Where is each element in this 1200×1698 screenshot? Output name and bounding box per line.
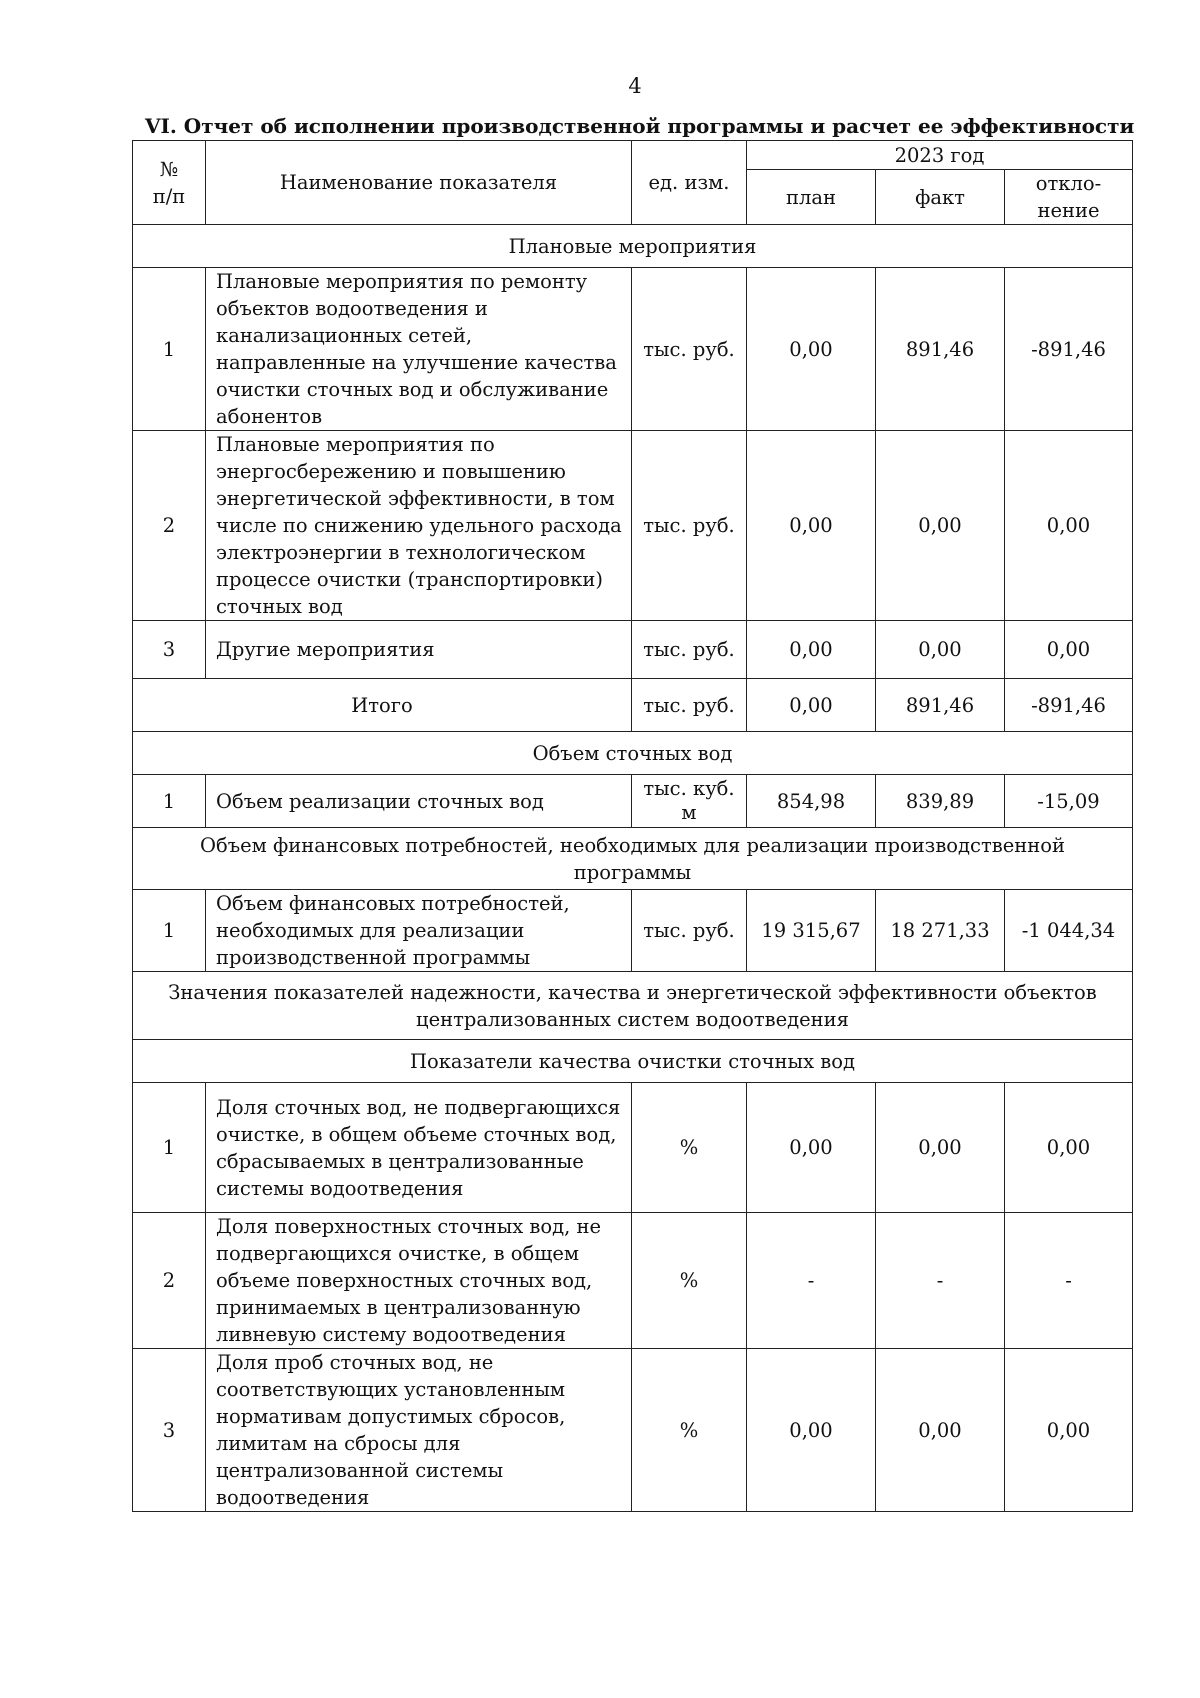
- header-unit: ед. изм.: [632, 141, 747, 225]
- row-unit-cell: тыс. куб. м: [632, 775, 747, 828]
- row-deviation-cell: 0,00: [1005, 1349, 1133, 1512]
- total-unit-cell: тыс. руб.: [632, 679, 747, 732]
- row-name-cell: Объем реализации сточных вод: [206, 775, 632, 828]
- section-title: VI. Отчет об исполнении производственной программы и расчет ее эффективности: [145, 114, 1135, 138]
- total-plan-cell: 0,00: [747, 679, 876, 732]
- total-label-cell: Итого: [133, 679, 632, 732]
- row-deviation-cell: -1 044,34: [1005, 890, 1133, 972]
- row-num-cell: 1: [133, 775, 206, 828]
- section-row: [133, 732, 1133, 775]
- row-plan-cell: 0,00: [747, 268, 876, 431]
- row-unit-cell: тыс. руб.: [632, 621, 747, 679]
- header-num: № п/п: [133, 141, 206, 225]
- row-unit-cell: тыс. руб.: [632, 890, 747, 972]
- row-plan-cell: 0,00: [747, 621, 876, 679]
- row-num-cell: 1: [133, 890, 206, 972]
- row-num-cell: 3: [133, 621, 206, 679]
- header-plan: план: [747, 170, 876, 225]
- row-name-cell: Доля проб сточных вод, не соответствующих установленным нормативам допустимых сбросов, лимитам на сбросы для централизованной системы водоотведения: [206, 1349, 632, 1512]
- row-unit-cell: %: [632, 1083, 747, 1213]
- table-row: [133, 890, 1133, 972]
- table-row: [133, 775, 1133, 828]
- row-deviation-cell: 0,00: [1005, 621, 1133, 679]
- row-plan-cell: 0,00: [747, 1083, 876, 1213]
- section-row: [133, 828, 1133, 890]
- row-fact-cell: 0,00: [876, 1083, 1005, 1213]
- row-plan-cell: 854,98: [747, 775, 876, 828]
- section-title-cell: Плановые мероприятия: [133, 225, 1133, 268]
- table-row: [133, 621, 1133, 679]
- row-name-cell: Доля сточных вод, не подвергающихся очистке, в общем объеме сточных вод, сбрасываемых в централизованные системы водоотведения: [206, 1083, 632, 1213]
- row-fact-cell: 0,00: [876, 621, 1005, 679]
- row-name-cell: Доля поверхностных сточных вод, не подвергающихся очистке, в общем объеме поверхностных сточных вод, принимаемых в централизованную ливневую систему водоотведения: [206, 1213, 632, 1349]
- row-deviation-cell: -15,09: [1005, 775, 1133, 828]
- row-name-cell: Плановые мероприятия по энергосбережению и повышению энергетической эффективности, в том числе по снижению удельного расхода электроэнергии в технологическом процессе очистки (транспортировки) сточных вод: [206, 431, 632, 621]
- section-title-cell: Объем сточных вод: [133, 732, 1133, 775]
- row-fact-cell: 839,89: [876, 775, 1005, 828]
- row-plan-cell: -: [747, 1213, 876, 1349]
- page-number: 4: [628, 74, 642, 98]
- row-num-cell: 2: [133, 431, 206, 621]
- row-unit-cell: тыс. руб.: [632, 268, 747, 431]
- report-table: [132, 140, 1133, 1512]
- total-row: [133, 679, 1133, 732]
- row-plan-cell: 0,00: [747, 431, 876, 621]
- table-row: [133, 268, 1133, 431]
- row-unit-cell: %: [632, 1349, 747, 1512]
- table-row: [133, 431, 1133, 621]
- row-plan-cell: 19 315,67: [747, 890, 876, 972]
- row-num-cell: 3: [133, 1349, 206, 1512]
- row-num-cell: 1: [133, 1083, 206, 1213]
- row-name-cell: Объем финансовых потребностей, необходимых для реализации производственной программы: [206, 890, 632, 972]
- row-fact-cell: 0,00: [876, 1349, 1005, 1512]
- row-deviation-cell: -891,46: [1005, 268, 1133, 431]
- total-fact-cell: 891,46: [876, 679, 1005, 732]
- row-name-cell: Плановые мероприятия по ремонту объектов водоотведения и канализационных сетей, направленные на улучшение качества очистки сточных вод и обслуживание абонентов: [206, 268, 632, 431]
- row-deviation-cell: 0,00: [1005, 1083, 1133, 1213]
- row-name-cell: Другие мероприятия: [206, 621, 632, 679]
- section-title-cell: Показатели качества очистки сточных вод: [133, 1040, 1133, 1083]
- section-title-cell: Объем финансовых потребностей, необходимых для реализации производственной программы: [133, 828, 1133, 890]
- row-deviation-cell: 0,00: [1005, 431, 1133, 621]
- table-row: [133, 1083, 1133, 1213]
- table-row: [133, 1349, 1133, 1512]
- row-fact-cell: -: [876, 1213, 1005, 1349]
- header-fact: факт: [876, 170, 1005, 225]
- row-plan-cell: 0,00: [747, 1349, 876, 1512]
- row-num-cell: 2: [133, 1213, 206, 1349]
- section-row: [133, 225, 1133, 268]
- section-row: [133, 972, 1133, 1040]
- row-fact-cell: 18 271,33: [876, 890, 1005, 972]
- header-name: Наименование показателя: [206, 141, 632, 225]
- row-fact-cell: 0,00: [876, 431, 1005, 621]
- row-deviation-cell: -: [1005, 1213, 1133, 1349]
- table-row: [133, 1213, 1133, 1349]
- header-year: 2023 год: [747, 141, 1133, 170]
- row-num-cell: 1: [133, 268, 206, 431]
- header-deviation: откло- нение: [1005, 170, 1133, 225]
- total-deviation-cell: -891,46: [1005, 679, 1133, 732]
- row-unit-cell: %: [632, 1213, 747, 1349]
- row-fact-cell: 891,46: [876, 268, 1005, 431]
- section-title-cell: Значения показателей надежности, качества и энергетической эффективности объектов централизованных систем водоотведения: [133, 972, 1133, 1040]
- row-unit-cell: тыс. руб.: [632, 431, 747, 621]
- header-row: [133, 141, 1133, 170]
- section-row: [133, 1040, 1133, 1083]
